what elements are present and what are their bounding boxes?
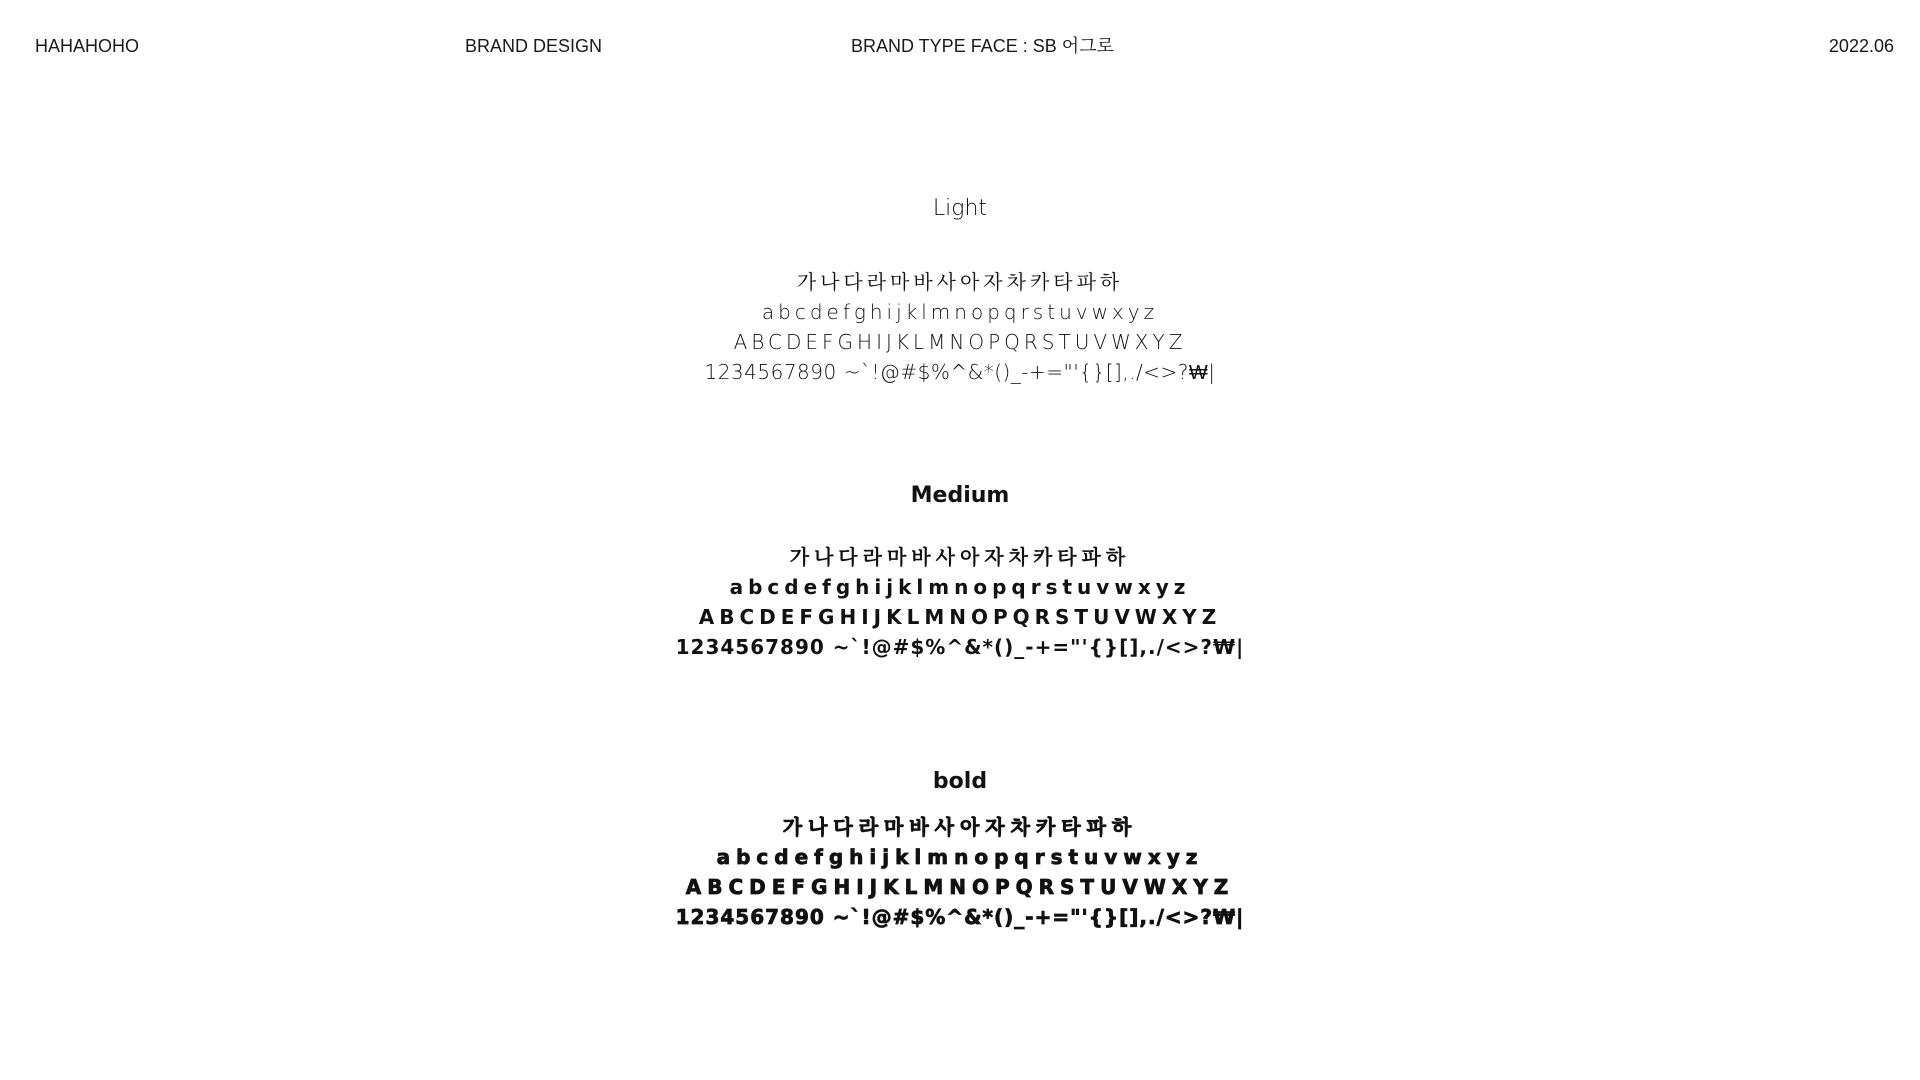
weight-title-bold: bold (932, 769, 988, 794)
korean-glyphs-medium: 가나다라마바사아자차카타파하 (789, 545, 1131, 569)
lowercase-glyphs-medium: abcdefghijklmnopqrstuvwxyz (729, 575, 1191, 599)
numerals-symbols-light: 1234567890 ~`!@#$%^&*()_-+="'{}[],./<>?₩| (704, 360, 1216, 384)
specimen-lines-light (0, 267, 1920, 387)
uppercase-glyphs-bold: ABCDEFGHIJKLMNOPQRSTUVWXYZ (685, 875, 1235, 899)
lowercase-glyphs-light: abcdefghijklmnopqrstuvwxyz (761, 300, 1159, 324)
uppercase-glyphs-medium: ABCDEFGHIJKLMNOPQRSTUVWXYZ (698, 605, 1222, 629)
bold-weight-specimen (0, 768, 1920, 932)
date-label: 2022.06 (1828, 36, 1894, 56)
section-label: BRAND DESIGN (465, 36, 603, 56)
numerals-symbols-bold: 1234567890 ~`!@#$%^&*()_-+="'{}[],./<>?₩| (675, 905, 1245, 929)
korean-glyphs-bold: 가나다라마바사아자차카타파하 (782, 815, 1138, 839)
numerals-symbols-medium: 1234567890 ~`!@#$%^&*()_-+="'{}[],./<>?₩| (675, 635, 1245, 659)
specimen-lines-medium (0, 542, 1920, 662)
lowercase-glyphs-bold: abcdefghijklmnopqrstuvwxyz (716, 845, 1204, 869)
korean-glyphs-light: 가나다라마바사아자차카타파하 (796, 270, 1124, 294)
typeface-label: BRAND TYPE FACE : SB 어그로 (851, 36, 1114, 56)
medium-weight-specimen (0, 482, 1920, 662)
light-weight-specimen (0, 195, 1920, 387)
specimen-lines-bold (0, 812, 1920, 932)
weight-title-medium: Medium (910, 483, 1010, 508)
weight-title-light: Light (932, 196, 988, 221)
brand-name: HAHAHOHO (35, 36, 140, 56)
uppercase-glyphs-light: ABCDEFGHIJKLMNOPQRSTUVWXYZ (733, 330, 1187, 354)
